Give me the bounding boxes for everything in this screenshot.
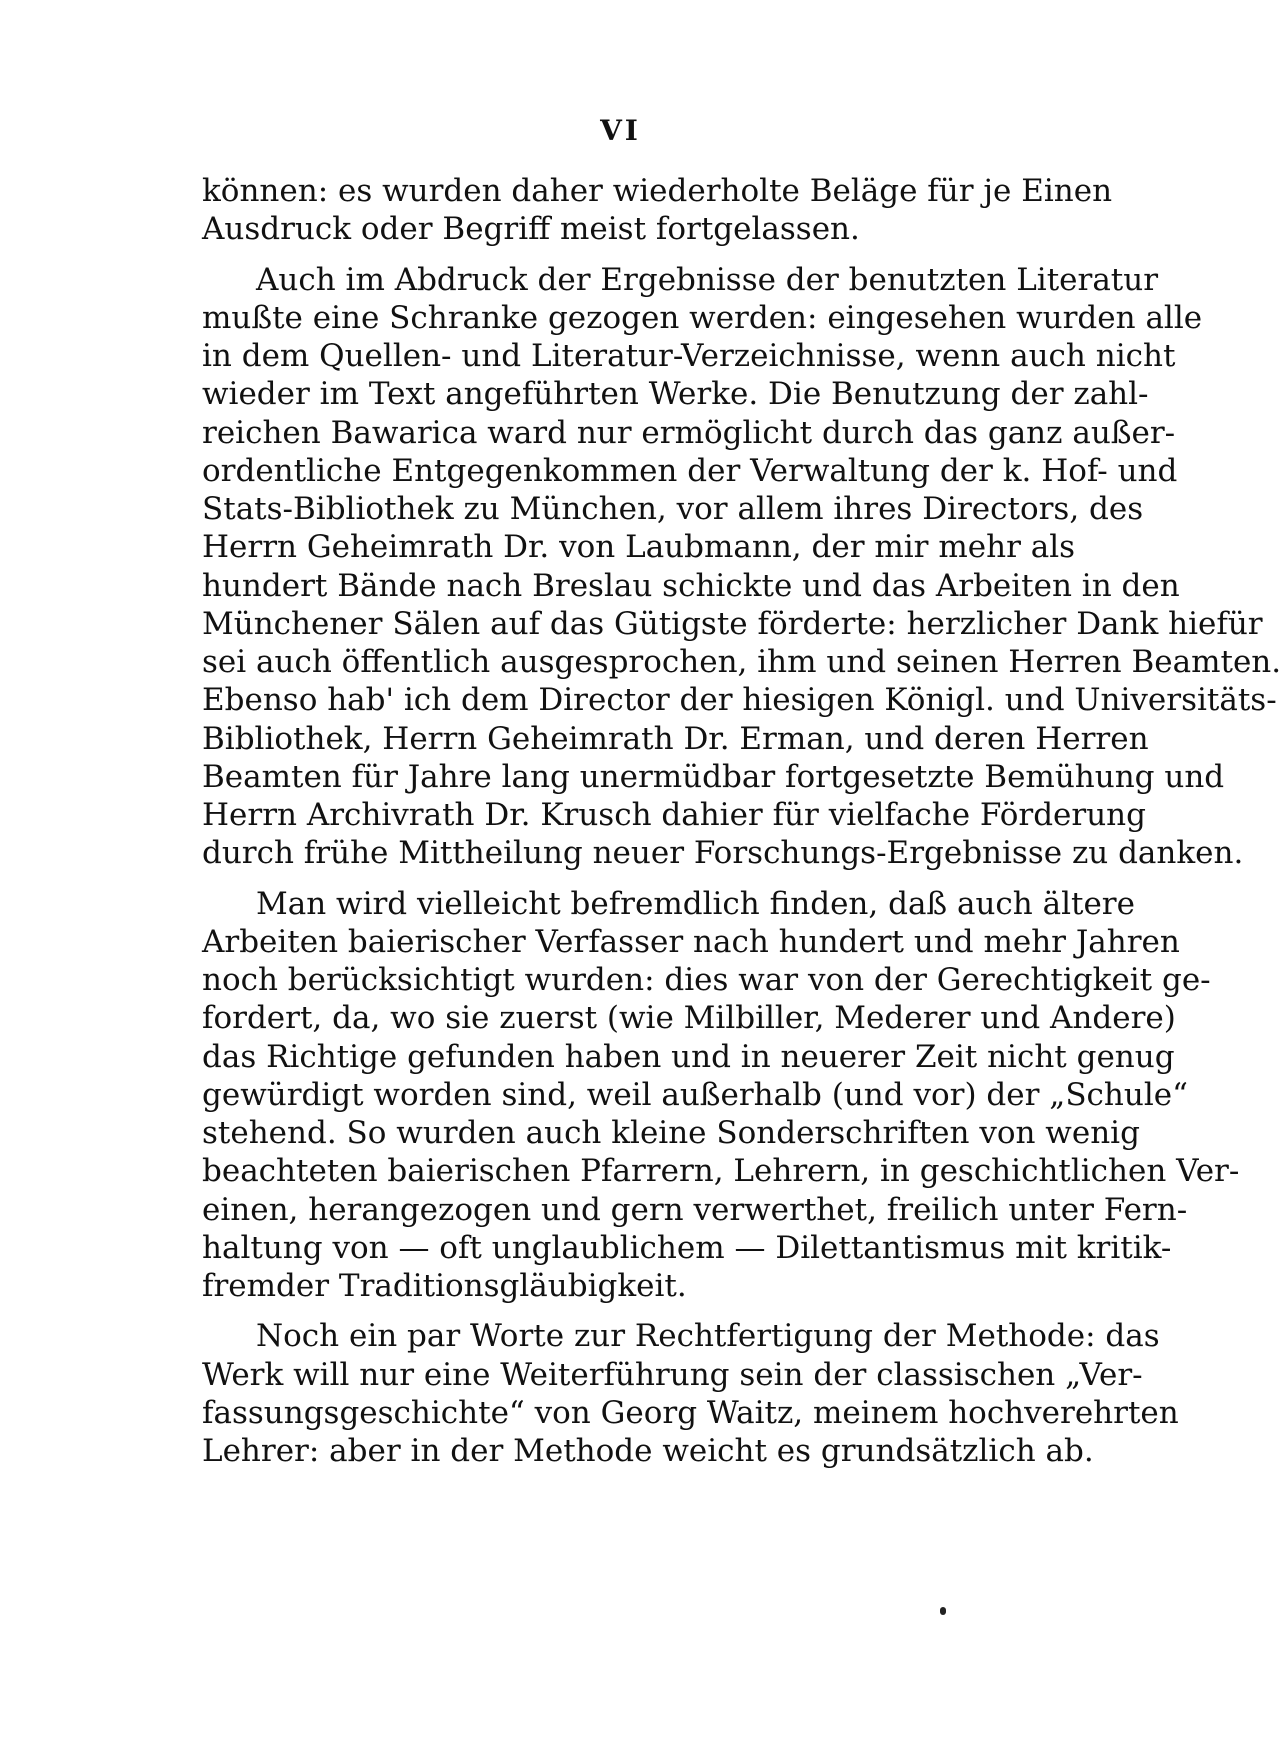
text-line: beachteten baierischen Pfarrern, Lehrern, in geschichtlichen Ver- [202,1153,1240,1190]
paragraph-1 [202,172,1113,249]
text-line: das Richtige gefunden haben und in neuerer Zeit nicht genug [202,1038,1175,1075]
text-line: Stats-Bibliothek zu München, vor allem ihres Directors, des [202,491,1144,527]
text-line: stehend. So wurden auch kleine Sonderschriften von wenig [202,1115,1140,1151]
ink-dot-mark [940,1607,946,1615]
text-line: sei auch öffentlich ausgesprochen, ihm und seinen Herren Beamten. [202,644,1281,680]
text-line: fordert, da, wo sie zuerst (wie Milbiller, Mederer und Andere) [202,1000,1176,1037]
text-line: Herrn Archivrath Dr. Krusch dahier für vielfache Förderung [202,797,1146,833]
text-line: fassungsgeschichte“ von Georg Waitz, meinem hochverehrten [202,1394,1179,1431]
page-number: VI [600,114,641,147]
paragraph-3 [202,885,1240,1306]
text-line: Auch im Abdruck der Ergebnisse der benutzten Literatur [256,261,1159,298]
paragraph-4 [202,1317,1179,1470]
text-line: durch frühe Mittheilung neuer Forschungs-Ergebnisse zu danken. [202,835,1244,872]
text-line: Ebenso hab' ich dem Director der hiesigen Königl. und Universitäts- [202,682,1277,719]
text-line: hundert Bände nach Breslau schickte und das Arbeiten in den [202,567,1180,604]
text-line: haltung von — oft unglaublichem — Dilettantismus mit kritik- [202,1229,1172,1266]
text-line: Ausdruck oder Begriff meist fortgelassen. [202,211,860,248]
text-line: Noch ein par Worte zur Rechtfertigung der Methode: das [256,1318,1160,1355]
text-line: mußte eine Schranke gezogen werden: eingesehen wurden alle [202,299,1203,336]
text-line: Münchener Sälen auf das Gütigste förderte: herzlicher Dank hiefür [202,605,1263,642]
text-line: einen, herangezogen und gern verwerthet, freilich unter Fern- [202,1191,1188,1228]
text-line: fremder Traditionsgläubigkeit. [202,1268,687,1304]
text-line: Herrn Geheimrath Dr. von Laubmann, der mir mehr als [202,529,1076,566]
text-line: in dem Quellen- und Literatur-Verzeichnisse, wenn auch nicht [202,338,1176,374]
text-line: Lehrer: aber in der Methode weicht es grundsätzlich ab. [202,1433,1094,1469]
text-line: können: es wurden daher wiederholte Beläge für je Einen [202,173,1113,209]
text-line: ordentliche Entgegenkommen der Verwaltung der k. Hof- und [202,452,1178,489]
text-line: Beamten für Jahre lang unermüdbar fortgesetzte Bemühung und [202,758,1225,795]
text-line: wieder im Text angeführten Werke. Die Benutzung der zahl- [202,376,1149,413]
text-line: Arbeiten baierischer Verfasser nach hundert und mehr Jahren [202,923,1180,960]
text-line: reichen Bawarica ward nur ermöglicht durch das ganz außer- [202,414,1176,451]
text-line: gewürdigt worden sind, weil außerhalb (und vor) der „Schule“ [202,1076,1188,1113]
text-line: Bibliothek, Herrn Geheimrath Dr. Erman, und deren Herren [202,720,1149,757]
text-line: Man wird vielleicht befremdlich finden, daß auch ältere [256,885,1135,922]
text-line: Werk will nur eine Weiterführung sein der classischen „Ver- [202,1356,1143,1393]
body-text [202,172,1281,1470]
text-line: noch berücksichtigt wurden: dies war von der Gerechtigkeit ge- [202,962,1211,998]
paragraph-2 [202,261,1281,873]
